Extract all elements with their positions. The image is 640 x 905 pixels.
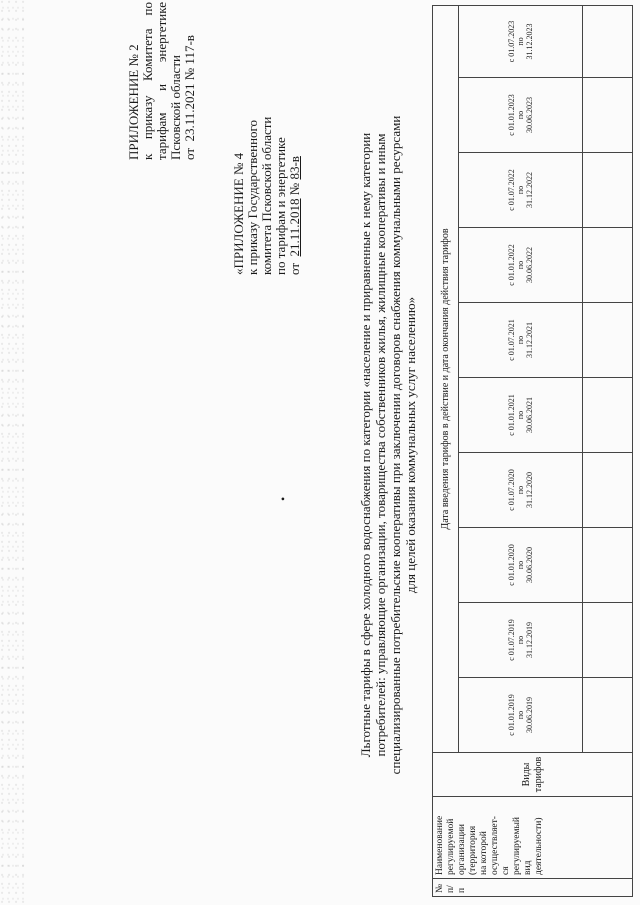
appendix-previous-date: 21.11.2018: [287, 198, 302, 257]
period-cell: [459, 528, 583, 603]
appendix-current-line1-right: Комитета по: [140, 2, 155, 81]
period-from: с 01.07.2021: [507, 319, 516, 361]
appendix-previous-title: «ПРИЛОЖЕНИЕ № 4: [231, 152, 246, 275]
appendix-current-title: ПРИЛОЖЕНИЕ № 2: [126, 44, 141, 160]
header-tariff-kinds: Виды тарифов: [433, 753, 633, 797]
empty-cell: [583, 603, 633, 678]
appendix-previous-line4: [288, 117, 302, 275]
period-from: с 01.07.2022: [507, 169, 516, 211]
period-from: с 01.07.2023: [507, 20, 516, 63]
empty-cell: [583, 303, 633, 378]
appendix-current-line1-mid: приказу: [140, 95, 155, 140]
period-by: по: [516, 37, 525, 46]
header-number: № п/п: [433, 879, 633, 897]
appendix-previous-number: 83-в: [287, 156, 302, 180]
appendix-previous-line1: к приказу Государственного: [245, 119, 260, 275]
header-organization-line: регулируемый: [512, 817, 522, 875]
period-cell: [459, 378, 583, 453]
period-by: по: [516, 335, 525, 345]
period-from: с 01.01.2022: [507, 244, 516, 286]
period-to: 31.12.2021: [525, 322, 534, 358]
document-title-line4: для целей оказания коммунальных услуг населению»: [403, 296, 418, 594]
empty-cell: [583, 678, 633, 753]
period-cell: [459, 153, 583, 228]
stray-mark: •: [276, 496, 290, 501]
empty-cell: [583, 378, 633, 453]
period-to: 31.12.2022: [525, 172, 534, 208]
period-by: по: [516, 410, 525, 420]
period-by: по: [516, 710, 525, 720]
period-to: 31.12.2019: [525, 622, 534, 658]
period-to: 30.06.2019: [525, 697, 534, 733]
period-cell: [459, 303, 583, 378]
header-organization-line: организации: [457, 823, 467, 875]
period-to: 30.06.2022: [525, 247, 534, 283]
period-from: с 01.01.2019: [507, 694, 516, 736]
period-by: по: [516, 110, 525, 120]
period-cell: [459, 603, 583, 678]
appendix-previous-line2: комитета Псковской области: [259, 116, 274, 275]
period-cell: [459, 78, 583, 153]
header-organization-line: на которой: [479, 831, 489, 875]
appendix-current-line2-mid: и: [154, 83, 169, 91]
appendix-current-line1: [141, 2, 155, 160]
period-to: 30.06.2020: [525, 547, 534, 583]
period-by: по: [516, 260, 525, 270]
period-to: 31.12.2020: [525, 472, 534, 508]
appendix-previous-number-sign: №: [287, 182, 302, 196]
period-from: с 01.01.2020: [507, 544, 516, 586]
header-organization: [433, 797, 633, 879]
period-to: 31.12.2023: [525, 23, 534, 60]
empty-cell: [583, 5, 633, 77]
header-organization-line: ся: [501, 866, 511, 875]
appendix-previous-line3: по тарифам и энергетике: [273, 137, 288, 275]
period-from: с 01.01.2023: [507, 94, 516, 136]
tariff-table: [432, 5, 633, 897]
appendix-current-line1-left: к: [140, 153, 155, 160]
appendix-current-date-number: 23.11.2021 № 117-в: [182, 35, 197, 142]
header-dates: Дата введения тарифов в действие и дата окончания действия тарифов: [433, 5, 459, 752]
header-organization-line: (территория: [468, 825, 478, 875]
header-organization-line: вид: [523, 860, 533, 875]
period-by: по: [516, 635, 525, 645]
empty-cell: [583, 153, 633, 228]
period-from: с 01.01.2021: [507, 394, 516, 436]
header-organization-line: Наименование: [435, 815, 445, 875]
appendix-previous: [232, 117, 302, 275]
header-organization-line: деятельности): [534, 817, 544, 875]
period-cell: [459, 228, 583, 303]
document-title-line1: Льготные тарифы в сфере холодного водоснабжения по категории «население и приравненные к нему категории: [358, 132, 373, 758]
header-organization-line: осуществляет-: [490, 816, 500, 875]
appendix-current-line2-right: энергетике: [154, 2, 169, 63]
period-cell: [459, 5, 583, 77]
appendix-current-line3: Псковской области: [168, 55, 183, 160]
period-to: 30.06.2023: [525, 97, 534, 133]
appendix-current-line2-left: тарифам: [154, 112, 169, 160]
appendix-current: [127, 2, 197, 160]
empty-cell: [583, 453, 633, 528]
empty-cell: [583, 228, 633, 303]
period-cell: [459, 453, 583, 528]
empty-cell: [583, 528, 633, 603]
document-title-line2: потребителей: управляющие организации, товарищества собственников жилья, жилищные кооперативы и иным: [373, 133, 388, 757]
period-by: по: [516, 560, 525, 570]
period-from: с 01.07.2019: [507, 619, 516, 661]
period-by: по: [516, 485, 525, 495]
period-from: с 01.07.2020: [507, 469, 516, 511]
header-organization-line: регулируемой: [446, 818, 456, 875]
empty-cell: [583, 78, 633, 153]
document-title-line3: специализированные потребительские кооперативы при заключении договоров снабжения коммунальными ресурсами: [388, 115, 403, 775]
appendix-current-line4: [183, 2, 197, 160]
period-by: по: [516, 185, 525, 195]
appendix-current-date-prefix: от: [182, 147, 197, 160]
appendix-current-line2: [155, 2, 169, 160]
period-cell: [459, 678, 583, 753]
period-to: 30.06.2021: [525, 397, 534, 433]
document-title: [358, 45, 418, 845]
appendix-previous-date-prefix: от: [287, 262, 302, 275]
